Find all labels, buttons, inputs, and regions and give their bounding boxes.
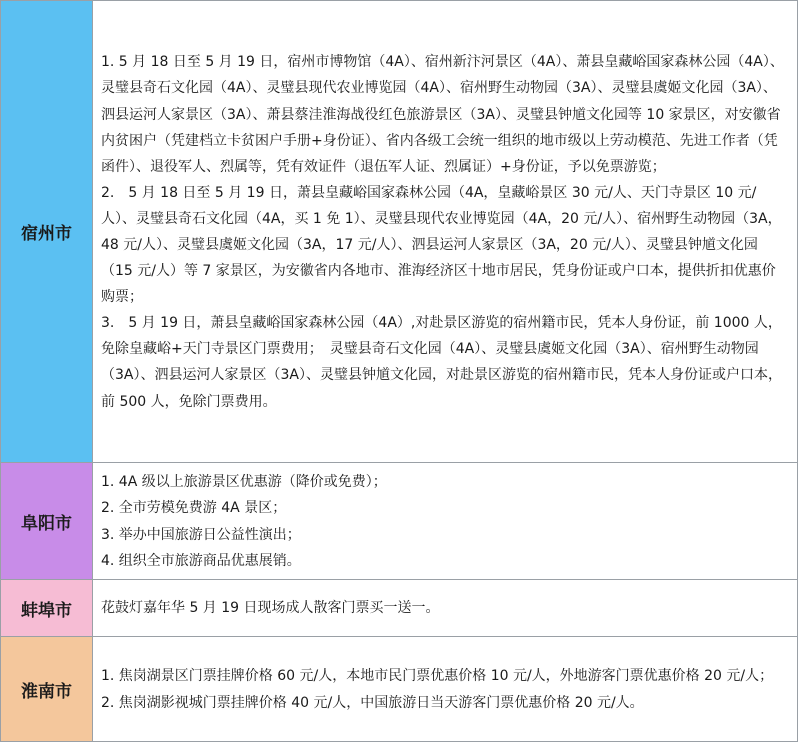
policy-item: 4. 组织全市旅游商品优惠展销。 bbox=[101, 552, 301, 569]
policy-item: 花鼓灯嘉年华 5 月 19 日现场成人散客门票买一送一。 bbox=[101, 600, 440, 617]
policy-item: 3. 5 月 19 日，萧县皇藏峪国家森林公园（4A）,对赴景区游览的宿州籍市民，凭本人身份证，前 1000 人，免除皇藏峪+天门寺景区门票费用； 灵璧县奇石文化园（4A）、灵璧县虞姬文化园（3A）、宿州野生动物园（3A）、泗县运河人家景区（3A）、灵璧县钟馗文化园，对赴景区游览的宿州籍市民，凭本人身份证或户口本，前 500 人，免除门票费用。 bbox=[101, 315, 782, 410]
table-row bbox=[1, 1, 798, 463]
table-row bbox=[1, 637, 798, 742]
policy-item: 3. 举办中国旅游日公益性演出； bbox=[101, 526, 301, 543]
policy-item: 2. 全市劳模免费游 4A 景区； bbox=[101, 500, 287, 517]
content-cell-fuyang bbox=[93, 463, 798, 580]
policy-item: 1. 4A 级以上旅游景区优惠游（降价或免费）； bbox=[101, 474, 387, 491]
content-cell-suzhou bbox=[93, 1, 798, 463]
city-cell-suzhou: 宿州市 bbox=[1, 1, 93, 463]
policy-item: 2. 焦岗湖影视城门票挂牌价格 40 元/人，中国旅游日当天游客门票优惠价格 20 元/人。 bbox=[101, 694, 644, 711]
policy-item: 1. 5 月 18 日至 5 月 19 日，宿州市博物馆（4A）、宿州新汴河景区（4A）、萧县皇藏峪国家森林公园（4A）、灵璧县奇石文化园（4A）、灵璧县现代农业博览园（4A）、宿州野生动物园（3A）、灵璧县虞姬文化园（3A）、泗县运河人家景区（3A）、萧县蔡洼淮海战役红色旅游景区（3A）、灵璧县钟馗文化园等 10 家景区，对安徽省内贫困户（凭建档立卡贫困户手册+身份证）、省内各级工会统一组织的地市级以上劳动模范、先进工作者（凭函件）、退役军人、烈属等，凭有效证件（退伍军人证、烈属证）+身份证，予以免票游览； bbox=[101, 54, 784, 175]
policy-item: 2. 5 月 18 日至 5 月 19 日，萧县皇藏峪国家森林公园（4A，皇藏峪景区 30 元/人、天门寺景区 10 元/人）、灵璧县奇石文化园（4A，买 1 免 1）、灵璧县现代农业博览园（4A，20 元/人）、宿州野生动物园（3A，48 元/人）、灵璧县虞姬文化园（3A，17 元/人）、泗县运河人家景区（3A，20 元/人）、灵璧县钟馗文化园（15 元/人）等 7 家景区，为安徽省内各地市、淮海经济区十地市居民，凭身份证或户口本，提供折扣优惠价购票； bbox=[101, 184, 782, 306]
content-cell-huainan bbox=[93, 637, 798, 742]
city-cell-bengbu: 蚌埠市 bbox=[1, 580, 93, 637]
content-cell-bengbu bbox=[93, 580, 798, 637]
table-row bbox=[1, 463, 798, 580]
table-row bbox=[1, 580, 798, 637]
city-cell-huainan: 淮南市 bbox=[1, 637, 93, 742]
city-cell-fuyang: 阜阳市 bbox=[1, 463, 93, 580]
policy-item: 1. 焦岗湖景区门票挂牌价格 60 元/人，本地市民门票优惠价格 10 元/人，外地游客门票优惠价格 20 元/人； bbox=[101, 668, 774, 685]
